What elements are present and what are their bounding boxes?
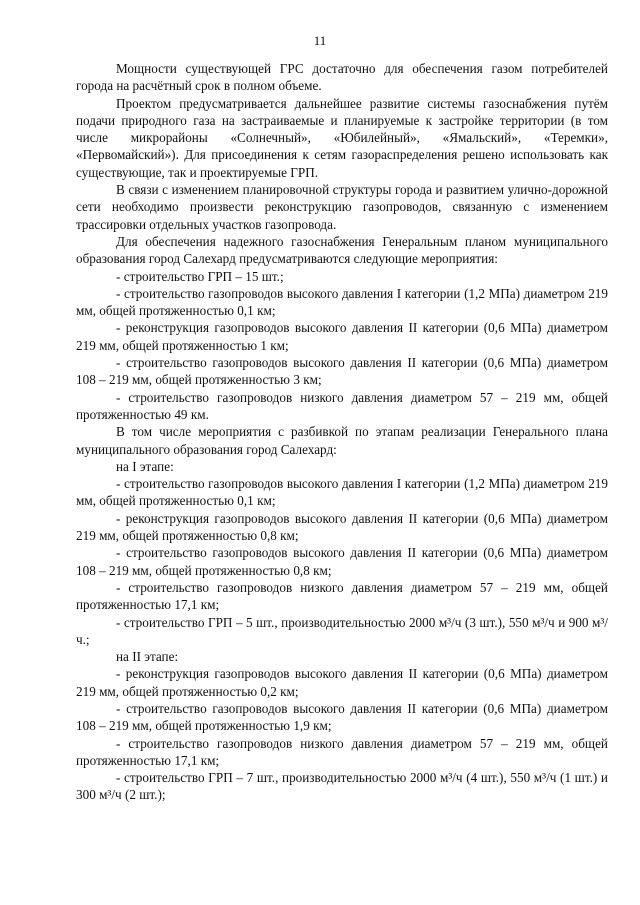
list-item: - реконструкция газопроводов высокого давления II категории (0,6 МПа) диаметром 219 мм, общей протяженностью 1 км; [76, 320, 608, 353]
list-item: - строительство ГРП – 5 шт., производительностью 2000 м³/ч (3 шт.), 550 м³/ч и 900 м³/ч.; [76, 614, 608, 647]
list-item: - строительство газопроводов высокого давления I категории (1,2 МПа) диаметром 219 мм, общей протяженностью 0,1 км; [76, 285, 608, 319]
paragraph: В том числе мероприятия с разбивкой по этапам реализации Генерального плана муниципального образования город Салехард: [76, 424, 608, 457]
paragraph: Проектом предусматривается дальнейшее развитие системы газоснабжения путём подачи природного газа на застраиваемые и планируемые к застройке территории (в том числе микрорайоны «Солнечный», «Юбилейный», «Ямальский», «Теремки», «Первомайский»). Для присоединения к сетям газораспределения решено использовать как существующие, так и проектируемые ГРП. [76, 95, 608, 180]
paragraph: Мощности существующей ГРС достаточно для обеспечения газом потребителей города на расчётный срок в полном объеме. [76, 61, 608, 94]
stage-heading: на I этапе: [116, 458, 174, 474]
list-item: - строительство газопроводов высокого давления II категории (0,6 МПа) диаметром 108 – 219 мм, общей протяженностью 1,9 км; [76, 700, 608, 734]
list-item: - строительство ГРП – 7 шт., производительностью 2000 м³/ч (4 шт.), 550 м³/ч (1 шт.) и 300 м³/ч (2 шт.); [76, 770, 608, 803]
list-item: - реконструкция газопроводов высокого давления II категории (0,6 МПа) диаметром 219 мм, общей протяженностью 0,2 км; [76, 666, 608, 699]
stage-heading: на II этапе: [116, 649, 179, 665]
paragraph: В связи с изменением планировочной структуры города и развитием улично-дорожной сети необходимо произвести реконструкцию газопроводов, связанную с изменением трассировки отдельных участков газопровода. [76, 182, 608, 232]
list-item: - строительство ГРП – 15 шт.; [116, 268, 284, 284]
list-item: - реконструкция газопроводов высокого давления II категории (0,6 МПа) диаметром 219 мм, общей протяженностью 0,8 км; [76, 510, 608, 544]
list-item: - строительство газопроводов высокого давления II категории (0,6 МПа) диаметром 108 – 219 мм, общей протяженностью 0,8 км; [76, 545, 608, 578]
body-text [76, 60, 608, 804]
paragraph: Для обеспечения надежного газоснабжения Генеральным планом муниципального образования город Салехард предусматриваются следующие мероприятия: [76, 233, 608, 267]
list-item: - строительство газопроводов низкого давления диаметром 57 – 219 мм, общей протяженностью 17,1 км; [76, 735, 608, 768]
list-item: - строительство газопроводов низкого давления диаметром 57 – 219 мм, общей протяженностью 49 км. [76, 389, 608, 422]
list-item: - строительство газопроводов высокого давления I категории (1,2 МПа) диаметром 219 мм, общей протяженностью 0,1 км; [76, 476, 608, 509]
list-item: - строительство газопроводов низкого давления диаметром 57 – 219 мм, общей протяженностью 17,1 км; [76, 579, 608, 613]
list-item: - строительство газопроводов высокого давления II категории (0,6 МПа) диаметром 108 – 219 мм, общей протяженностью 3 км; [76, 355, 608, 388]
page-number: 11 [313, 33, 327, 48]
